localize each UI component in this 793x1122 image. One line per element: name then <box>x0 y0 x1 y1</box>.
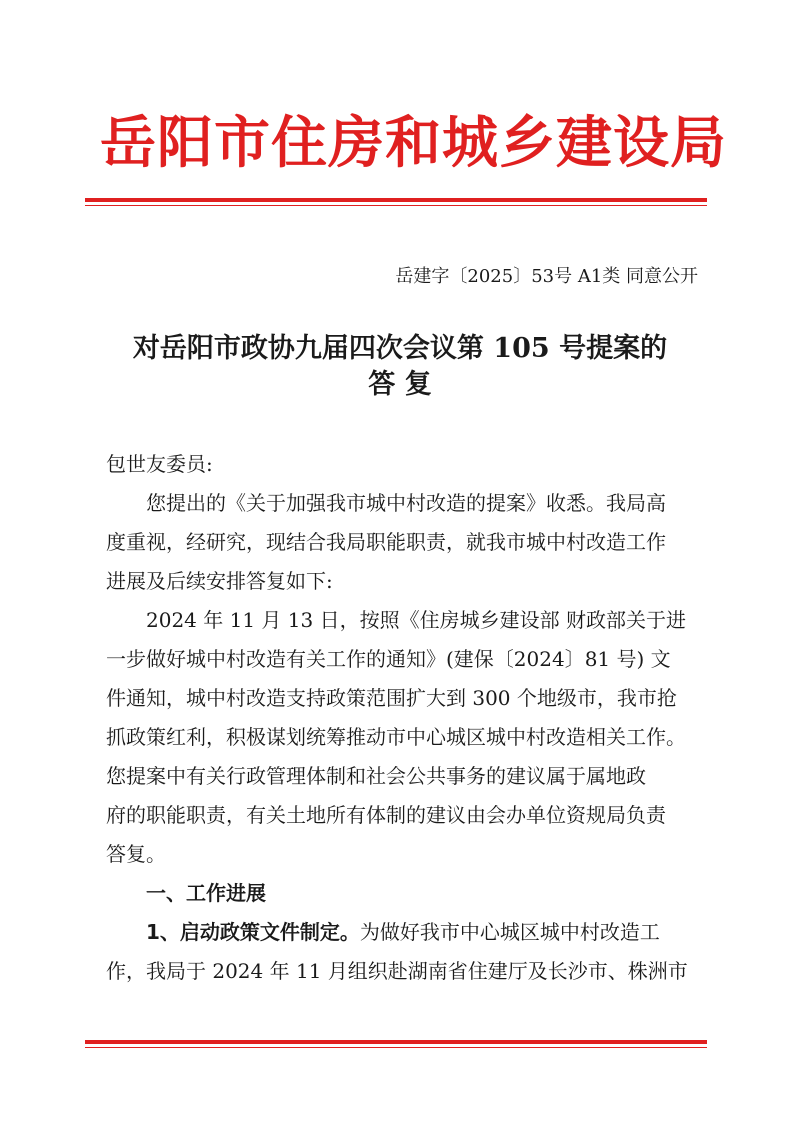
body-line: 府的职能职责，有关土地所有体制的建议由会办单位资规局负责 <box>106 803 666 827</box>
item-1-line-2: 作，我局于 2024 年 11 月组织赴湖南省住建厅及长沙市、株洲市 <box>106 959 688 983</box>
body-line: 一步做好城中村改造有关工作的通知》(建保〔2024〕81 号) 文 <box>106 647 671 671</box>
body-line: 2024 年 11 月 13 日，按照《住房城乡建设部 财政部关于进 <box>106 608 686 632</box>
document-title-line-2: 答 复 <box>368 369 432 400</box>
agency-header-title: 岳阳市住房和城乡建设局 <box>100 111 727 176</box>
body-line: 您提案中有关行政管理体制和社会公共事务的建议属于属地政 <box>106 764 646 788</box>
document-body <box>106 445 696 991</box>
body-line: 进展及后续安排答复如下: <box>106 569 333 593</box>
body-line: 抓政策红利，积极谋划统筹推动市中心城区城中村改造相关工作。 <box>106 725 686 749</box>
body-line: 您提出的《关于加强我市城中村改造的提案》收悉。我局高 <box>106 491 666 515</box>
body-line: 答复。 <box>106 842 166 866</box>
document-number: 岳建字〔2025〕53号 A1类 同意公开 <box>395 266 698 287</box>
item-1-text: 为做好我市中心城区城中村改造工 <box>359 920 660 944</box>
footer-divider <box>85 1040 707 1048</box>
salutation: 包世友委员: <box>106 452 213 476</box>
document-title-line-1: 对岳阳市政协九届四次会议第 105 号提案的 <box>132 333 668 364</box>
section-heading: 一、工作进展 <box>146 881 266 905</box>
item-1-line-1 <box>106 913 696 952</box>
body-line: 度重视，经研究，现结合我局职能职责，就我市城中村改造工作 <box>106 530 666 554</box>
body-line: 件通知，城中村改造支持政策范围扩大到 300 个地级市，我市抢 <box>106 686 677 710</box>
header-divider <box>85 198 707 206</box>
item-1-lead: 1、启动政策文件制定。 <box>146 920 360 944</box>
